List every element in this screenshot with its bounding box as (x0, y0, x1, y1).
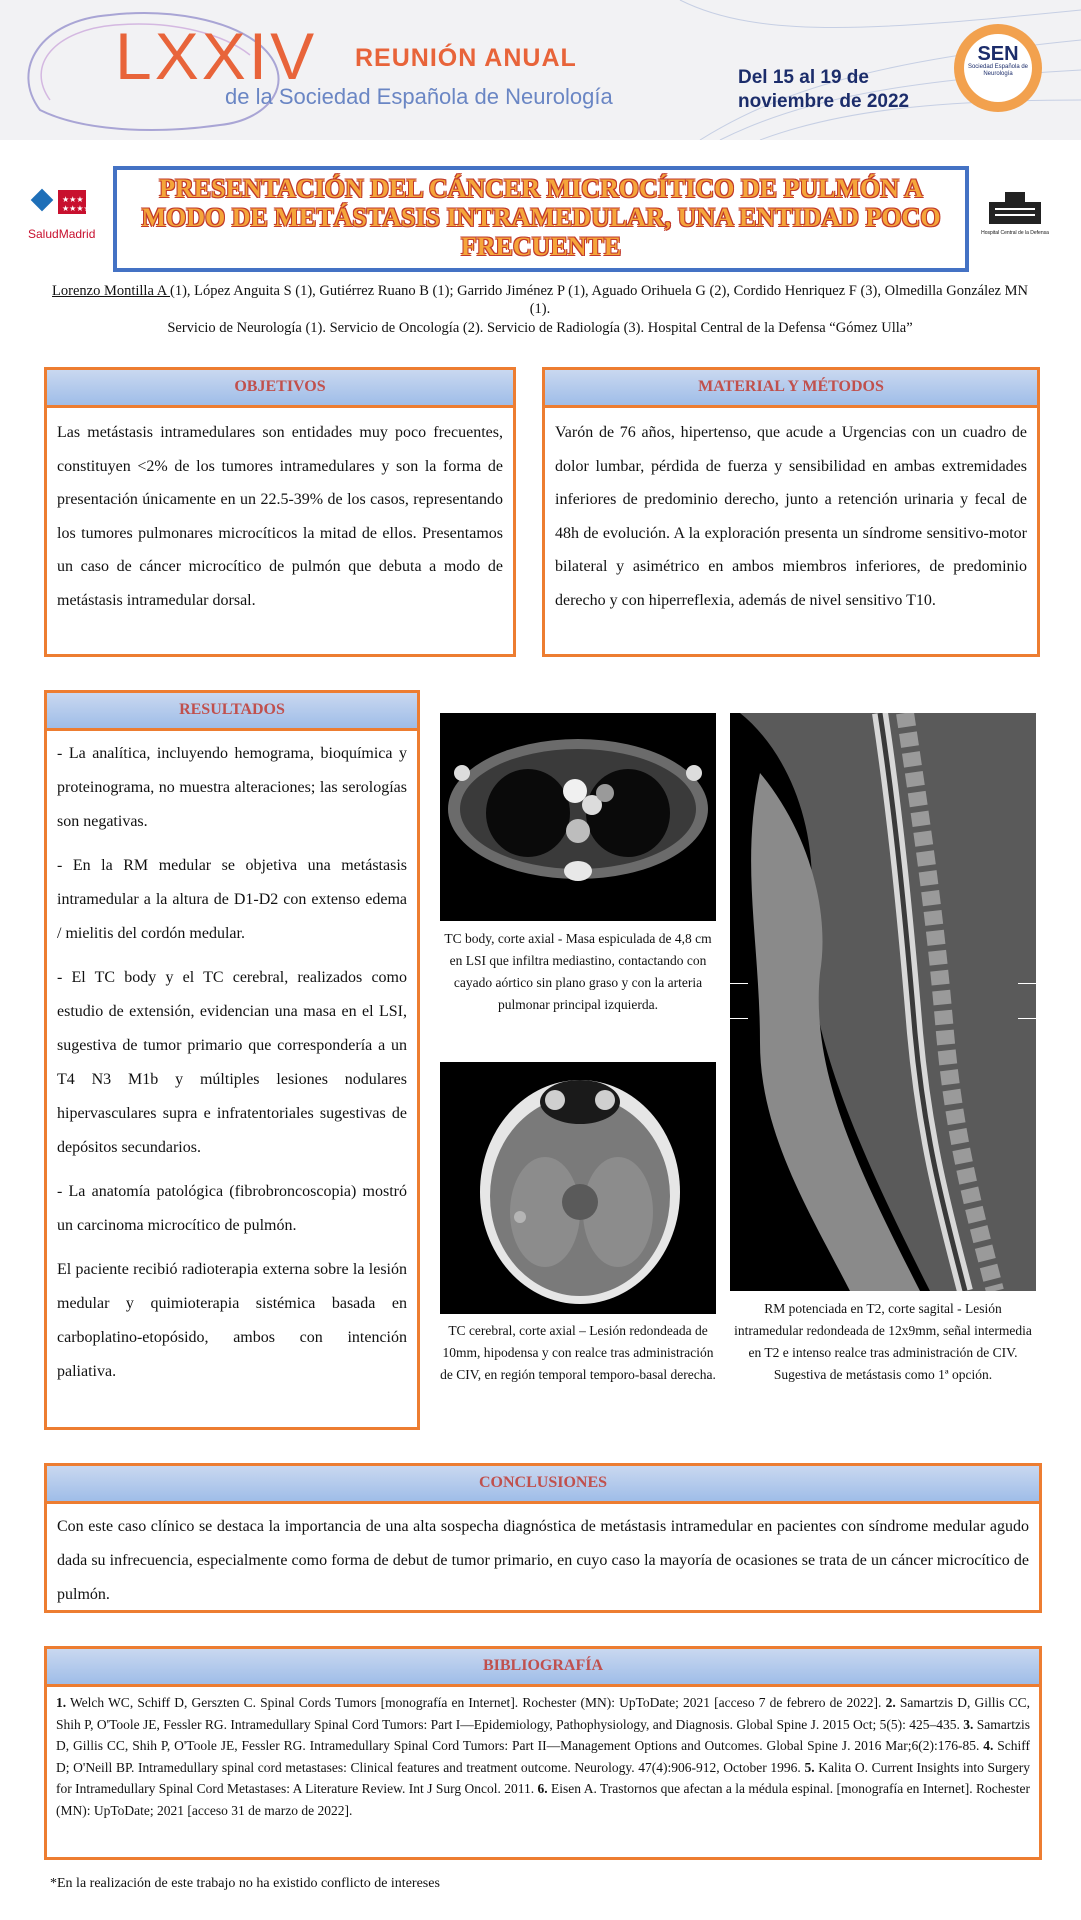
resultados-text (44, 728, 420, 1430)
affiliations: Servicio de Neurología (1). Servicio de Oncología (2). Servicio de Radiología (3). Hospital Central de la Defensa “Gómez Ulla” (167, 320, 913, 336)
other-authors: (1), López Anguita S (1), Gutiérrez Ruano B (1); Garrido Jiménez P (1), Aguado Orihuela G (2), Cordido Henriquez F (3), Olmedilla González MN (1). (170, 283, 1028, 317)
reference-1: Welch WC, Schiff D, Gerszten C. Spinal Cords Tumors [monografía en Internet]. Rochester (MN): UpToDate; 2021 [acceso 7 de febrero de 2022]. (66, 1695, 886, 1710)
reference-5: Kalita O. Current Insights into Surgery for Intramedullary Spinal Cord Metastases: A Literature Review. Int J Surg Oncol. 2011. (56, 1759, 1030, 1796)
resultado-tc: - El TC body y el TC cerebral, realizados como estudio de extensión, evidencian una masa en el LSI, sugestiva de tumor primario que correspondería a un T4 N3 M1b y múltiples lesiones nodulares hipervasculares supra e infratentoriales sugestivas de depósitos secundarios. (57, 969, 407, 1156)
resultado-anatomia: - La anatomía patológica (fibrobroncoscopia) mostró un carcinoma microcítico de pulmón. (57, 1183, 407, 1234)
authors-list (40, 282, 1040, 318)
sen-logo: SEN Sociedad Española de Neurología (964, 34, 1032, 102)
objetivos-heading: OBJETIVOS (44, 367, 516, 405)
reference-6: Eisen A. Trastornos que afectan a la médula espinal. [monografía en Internet]. Rochester (MN): UpToDate; 2021 [acceso 31 de marzo de 2022]. (56, 1781, 1030, 1818)
header-banner (0, 0, 1081, 140)
svg-text:★★★★: ★★★★ (62, 204, 88, 213)
ct-thorax-illustration (440, 713, 716, 921)
hospital-logo: Hospital Central de la Defensa (980, 188, 1050, 236)
conflict-footnote: *En la realización de este trabajo no ha existido conflicto de intereses (50, 1876, 440, 1891)
conclusiones-text: Con este caso clínico se destaca la importancia de una alta sospecha diagnóstica de metástasis intramedular en pacientes con síndrome medular agudo dada su infrecuencia, especialmente como forma de debut de tumor primario, en cuyo caso la mayoría de ocasiones se trata de un cáncer microcítico de pulmón. (44, 1501, 1042, 1613)
ct-brain-caption: TC cerebral, corte axial – Lesión redondeada de 10mm, hipodensa y con realce tras administración de CIV, en región temporal temporo-basal derecha. (440, 1323, 716, 1382)
reference-3: Samartzis D, Gillis CC, Shih P, O'Toole JE, Fessler RG. Intramedullary Spinal Cord Tumors: Part II—Management Options and Outcomes. Global Spine J. 2016 Mar;6(2):176-85. (56, 1716, 1030, 1753)
first-author: Lorenzo Montilla A (52, 283, 171, 299)
resultado-analitica: - La analítica, incluyendo hemograma, bioquímica y proteinograma, no muestra alteraciones; las serologías son negativas. (57, 745, 407, 830)
material-text: Varón de 76 años, hipertenso, que acude a Urgencias con un cuadro de dolor lumbar, pérdida de fuerza y sensibilidad en ambas extremidades inferiores de predominio derecho, junto a retención urinaria y fecal de 48h de evolución. A la exploración presenta un síndrome sensitivo-motor bilateral y asimétrico en ambos miembros inferiores, de predominio derecho y con hiperreflexia, además de nivel sensitivo T10. (542, 405, 1040, 657)
resultado-rm: - En la RM medular se objetiva una metástasis intramedular a la altura de D1-D2 con extenso edema / mielitis del cordón medular. (57, 857, 407, 942)
ct-brain-image (440, 1062, 716, 1314)
bibliografia-list: 1. Welch WC, Schiff D, Gerszten C. Spinal Cords Tumors [monografía en Internet]. Rochester (MN): UpToDate; 2021 [acceso 7 de febrero de 2022]. 2. Samartzis D, Gillis CC, Shih P, O'Toole JE, Fessler RG. Intramedullary Spinal Cord Tumors: Part I—Epidemiology, Pathophysiology, and Diagnosis. Global Spine J. 2015 Oct; 5(5): 425–435. 3. Samartzis D, Gillis CC, Shih P, O'Toole JE, Fessler RG. Intramedullary Spinal Cord Tumors: Part II—Management Options and Outcomes. Global Spine J. 2016 Mar;6(2):176-85. 4. Schiff D; O'Neill BP. Intramedullary spinal cord metastases: Clinical features and treatment outcome. Neurology. 47(4):906-912, October 1996. 5. Kalita O. Current Insights into Surgery for Intramedullary Spinal Cord Metastases: A Literature Review. Int J Surg Oncol. 2011. 6. Eisen A. Trastornos que afectan a la médula espinal. [monografía en Internet]. Rochester (MN): UpToDate; 2021 [acceso 31 de marzo de 2022]. (44, 1684, 1042, 1860)
salud-madrid-stars-icon (28, 188, 88, 218)
mri-spine-caption: RM potenciada en T2, corte sagital - Lesión intramedular redondeada de 12x9mm, señal intermedia en T2 e intenso realce tras administración de CIV. Sugestiva de metástasis como 1ª opción. (734, 1301, 1032, 1382)
resultado-tratamiento: El paciente recibió radioterapia externa sobre la lesión medular y quimioterapia sistémica basada en carboplatino-etopósido, ambos con intención paliativa. (57, 1261, 407, 1380)
material-heading: MATERIAL Y MÉTODOS (542, 367, 1040, 405)
svg-text:★★★: ★★★ (62, 195, 84, 204)
hospital-building-icon (985, 188, 1045, 228)
bibliografia-heading: BIBLIOGRAFÍA (44, 1646, 1042, 1684)
conclusiones-heading: CONCLUSIONES (44, 1463, 1042, 1501)
meeting-title: REUNIÓN ANUAL (355, 44, 577, 72)
objetivos-text: Las metástasis intramedulares son entidades muy poco frecuentes, constituyen <2% de los tumores intramedulares y son la forma de presentación únicamente en un 22.5-39% de los casos, representando los tumores pulmonares microcíticos la mitad de ellos. Presentamos un caso de cáncer microcítico de pulmón que debuta a modo de metástasis intramedular dorsal. (44, 405, 516, 657)
ct-thorax-caption: TC body, corte axial - Masa espiculada de 4,8 cm en LSI que infiltra mediastino, contactando con cayado aórtico sin plano graso y con la arteria pulmonar principal izquierda. (444, 931, 712, 1012)
reference-4: Schiff D; O'Neill BP. Intramedullary spinal cord metastases: Clinical features and treatment outcome. Neurology. 47(4):906-912, October 1996. (56, 1738, 1031, 1775)
resultados-heading: RESULTADOS (44, 690, 420, 728)
poster-title: PRESENTACIÓN DEL CÁNCER MICROCÍTICO DE PULMÓN A MODO DE METÁSTASIS INTRAMEDULAR, UNA ENTIDAD POCO FRECUENTE (141, 174, 941, 261)
society-name: de la Sociedad Española de Neurología (225, 84, 613, 109)
mri-spine-illustration (730, 713, 1036, 1291)
salud-madrid-logo: ★★★ ★★★★ SaludMadrid (28, 188, 98, 241)
meeting-number: LXXIV (115, 19, 318, 93)
reference-2: Samartzis D, Gillis CC, Shih P, O'Toole JE, Fessler RG. Intramedullary Spinal Cord Tumors: Part I—Epidemiology, Pathophysiology, and Diagnosis. Global Spine J. 2015 Oct; 5(5): 425–435. (56, 1695, 1031, 1732)
meeting-dates: Del 15 al 19 de noviembre de 2022 (738, 67, 910, 112)
ct-thorax-image (440, 713, 716, 921)
mri-spine-image (730, 713, 1036, 1291)
ct-brain-illustration (440, 1062, 716, 1314)
